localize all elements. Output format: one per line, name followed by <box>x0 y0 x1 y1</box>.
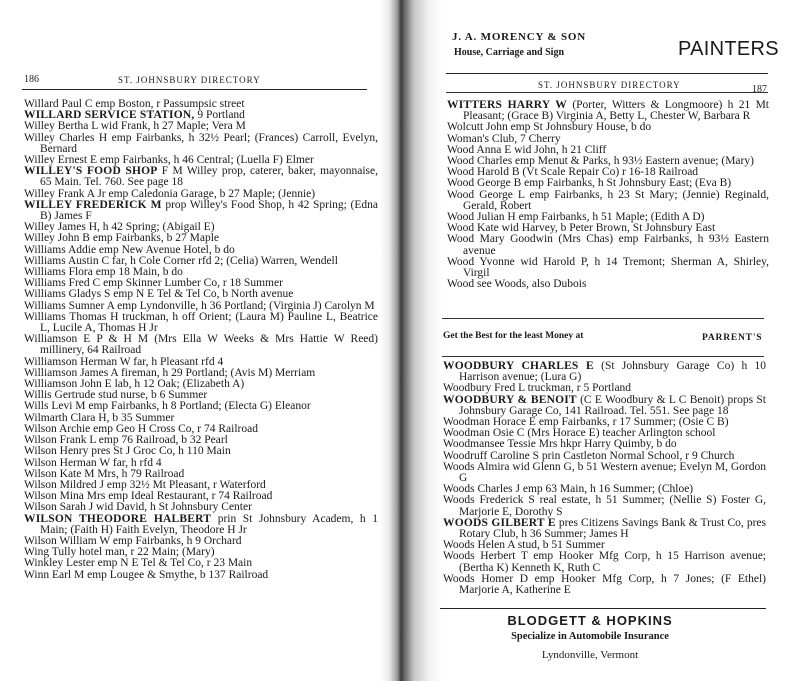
directory-entry <box>447 100 769 122</box>
entry-text: Willey Charles H emp Fairbanks, h 32½ Pearl; (Frances) Carroll, Evelyn, Bernard <box>24 131 378 155</box>
entry-name-bold: WOODBURY & BENOIT <box>443 393 577 406</box>
page-number: 187 <box>752 84 767 95</box>
entry-text: Willey James H, h 42 Spring; (Abigail E) <box>24 221 215 234</box>
entry-text: Woodmansee Tessie Mrs hkpr Harry Quimby, b do <box>443 438 677 451</box>
directory-column <box>447 100 769 290</box>
entry-text: Williams Sumner A emp Lyndonville, h 36 Portland; (Virginia J) Carolyn M <box>24 299 375 312</box>
directory-entry <box>443 551 766 573</box>
ad-trade: PAINTERS <box>678 38 779 60</box>
entry-text: Williamson E P & H M (Mrs Ella W Weeks & Mrs Hattie W Reed) millinery, 64 Railroad <box>24 333 378 357</box>
entry-text: Woods Almira wid Glenn G, b 51 Western avenue; Evelyn M, Gordon G <box>443 460 766 485</box>
entry-text: Willey Ernest E emp Fairbanks, h 46 Central; (Luella F) Elmer <box>24 154 314 167</box>
entry-name-bold: WILLEY FREDERICK M <box>24 198 162 211</box>
entry-text: Woods Frederick S real estate, h 51 Summer; (Nellie S) Foster G, Marjorie E, Dorothy S <box>443 494 766 518</box>
entry-text: Wilmarth Clara H, b 35 Summer <box>24 411 175 424</box>
ad-firm-name: J. A. MORENCY & SON <box>452 31 586 43</box>
entry-text: F M Willey prop, caterer, baker, mayonnaise, 65 Main. Tel. 760. See page 18 <box>40 165 378 189</box>
entry-text: Wood Mary Goodwin (Mrs Chas) emp Fairbanks, h 93½ Eastern avenue <box>447 233 769 257</box>
entry-text: Winn Earl M emp Lougee & Smythe, b 137 Railroad <box>24 568 269 581</box>
entry-name-bold: WITTERS HARRY W <box>447 99 567 111</box>
directory-entry <box>447 279 769 290</box>
page-number: 186 <box>24 74 39 85</box>
entry-text: Williams Fred C emp Skinner Lumber Co, r 18 Summer <box>24 277 283 290</box>
running-head: ST. JOHNSBURY DIRECTORY <box>538 80 681 90</box>
ad-tagline: Specialize in Automobile Insurance <box>511 631 669 642</box>
entry-text: Willey Frank A Jr emp Caledonia Garage, b 27 Maple; (Jennie) <box>24 187 316 200</box>
entry-text: prop Willey's Food Shop, h 42 Spring; (Edna B) James F <box>40 198 379 223</box>
entry-text: Woods Charles J emp 63 Main, h 16 Summer; (Chloe) <box>443 483 694 496</box>
directory-entry <box>443 574 766 596</box>
entry-text: Woods Helen A stud, b 51 Summer <box>443 539 605 552</box>
entry-text: Wood Kate wid Harvey, b Peter Brown, St Johnsbury East <box>447 222 716 235</box>
ad-location: Lyndonville, Vermont <box>541 649 639 661</box>
directory-entry <box>447 190 769 212</box>
entry-text: Williamson John E lab, h 12 Oak; (Elizabeth A) <box>24 378 245 391</box>
entry-text: Wilson Mildred J emp 32½ Mt Pleasant, r Waterford <box>24 478 266 491</box>
ad-rule <box>440 608 766 609</box>
ad-rule <box>446 73 768 74</box>
entry-name-bold: WILSON THEODORE HALBERT <box>24 512 212 525</box>
directory-entry <box>447 257 769 279</box>
header-rule <box>446 92 768 93</box>
entry-text: Wilson Kate M Mrs, h 79 Railroad <box>24 467 185 480</box>
entry-name-bold: WILLARD SERVICE STATION, <box>24 109 195 122</box>
ad-rule <box>442 356 764 357</box>
entry-text: Woodbury Fred L truckman, r 5 Portland <box>443 382 632 395</box>
entry-text: Woodman Osie C (Mrs Horace E) teacher Arlington school <box>443 427 716 440</box>
entry-text: Wilson Mina Mrs emp Ideal Restaurant, r 74 Railroad <box>24 490 273 503</box>
entry-text: Woodman Horace E emp Fairbanks, r 17 Summer; (Osie C B) <box>443 416 729 429</box>
entry-text: Wilson Sarah J wid David, h St Johnsbury Center <box>24 501 252 514</box>
ad-store-name: PARRENT'S <box>702 333 763 343</box>
entry-name-bold: WOODBURY CHARLES E <box>443 360 594 372</box>
entry-text: Willard Paul C emp Boston, r Passumpsic street <box>24 98 245 110</box>
directory-entry <box>443 462 766 484</box>
entry-text: Wood George L emp Fairbanks, h 23 St Mary; (Jennie) Reginald, Gerald, Robert <box>447 188 769 212</box>
entry-text: Wood see Woods, also Dubois <box>447 278 587 291</box>
directory-column <box>24 99 378 581</box>
book-gutter <box>380 0 442 681</box>
header-rule <box>22 89 367 90</box>
directory-entry <box>443 395 766 417</box>
entry-text: Wood Charles emp Menut & Parks, h 93½ Eastern avenue; (Mary) <box>447 155 754 168</box>
ad-slogan: Get the Best for the least Money at <box>443 331 584 341</box>
entry-text: Wilson Herman W far, h rfd 4 <box>24 456 162 469</box>
entry-text: Wills Levi M emp Fairbanks, h 8 Portland; (Electa G) Eleanor <box>24 400 311 413</box>
running-head: ST. JOHNSBURY DIRECTORY <box>118 75 261 85</box>
entry-text: Williams Austin C far, h Cole Corner rfd 2; (Celia) Warren, Wendell <box>24 254 338 267</box>
entry-text: Winkley Lester emp N E Tel & Tel Co, r 23 Main <box>24 557 253 570</box>
directory-entry <box>24 514 378 536</box>
entry-text: Willey Bertha L wid Frank, h 27 Maple; Vera M <box>24 120 246 133</box>
directory-entry <box>24 312 378 334</box>
directory-entry <box>24 133 378 155</box>
ad-firm-name: BLODGETT & HOPKINS <box>507 613 673 628</box>
entry-text: Williams Thomas H truckman, h off Orient; (Laura M) Pauline L, Beatrice L, Lucile A, Thomas H Jr <box>24 310 378 335</box>
entry-text: (C E Woodbury & L C Benoit) props St Johnsbury Garage Co, 141 Railroad. Tel. 551. See page 18 <box>459 393 767 417</box>
entry-text: Wood Julian H emp Fairbanks, h 51 Maple; (Edith A D) <box>447 211 705 224</box>
entry-text: Willis Gertrude stud nurse, b 6 Summer <box>24 389 208 402</box>
entry-text: Wood Yvonne wid Harold P, h 14 Tremont; Sherman A, Shirley, Virgil <box>447 255 769 280</box>
entry-text: Williams Flora emp 18 Main, b do <box>24 266 183 279</box>
ad-rule <box>442 318 764 319</box>
directory-entry <box>443 518 766 540</box>
entry-text: Wilson William W emp Fairbanks, h 9 Orchard <box>24 534 242 547</box>
entry-text: Willey John B emp Fairbanks, b 27 Maple <box>24 232 220 245</box>
entry-text: Wood Anna E wid John, h 21 Cliff <box>447 143 607 156</box>
directory-entry <box>443 361 766 383</box>
entry-text: Wood George B emp Fairbanks, h St Johnsbury East; (Eva B) <box>447 177 732 190</box>
directory-entry <box>447 234 769 256</box>
directory-column <box>443 361 766 596</box>
entry-text: (Porter, Witters & Longmoore) h 21 Mt Pleasant; (Grace B) Virginia A, Betty L, Chester W, Barbara R <box>463 99 769 123</box>
directory-entry <box>24 166 378 188</box>
entry-text: Woods Herbert T emp Hooker Mfg Corp, h 15 Harrison avenue; (Bertha K) Kenneth K, Ruth C <box>443 550 766 574</box>
entry-text: Woman's Club, 7 Cherry <box>447 132 561 145</box>
entry-text: Wolcutt John emp St Johnsbury House, b do <box>447 121 652 134</box>
entry-text: Wilson Frank L emp 76 Railroad, b 32 Pearl <box>24 434 228 447</box>
entry-text: Williams Gladys S emp N E Tel & Tel Co, b North avenue <box>24 288 294 301</box>
entry-text: 9 Portland <box>194 109 245 122</box>
directory-entry <box>24 570 378 581</box>
entry-text: pres Citizens Savings Bank & Trust Co, pres Rotary Club, h 36 Summer; James H <box>459 516 767 541</box>
entry-text: Woodruff Caroline S prin Castleton Normal School, r 9 Church <box>443 449 735 462</box>
entry-text: (St Johnsbury Garage Co) h 10 Harrison avenue; (Lura G) <box>459 360 766 384</box>
entry-text: Williams Addie emp New Avenue Hotel, b do <box>24 243 235 256</box>
entry-text: Woods Homer D emp Hooker Mfg Corp, h 7 Jones; (F Ethel) Marjorie A, Katherine E <box>443 572 766 597</box>
entry-text: Wood Harold B (Vt Scale Repair Co) r 16-18 Railroad <box>447 166 699 179</box>
directory-entry <box>24 334 378 356</box>
entry-text: Williamson Herman W far, h Pleasant rfd 4 <box>24 355 224 368</box>
entry-text: Wing Tully hotel man, r 22 Main; (Mary) <box>24 546 215 559</box>
entry-text: prin St Johnsbury Academ, h 1 Main; (Faith H) Faith Evelyn, Theodore H Jr <box>40 512 378 536</box>
entry-name-bold: WOODS GILBERT E <box>443 516 556 529</box>
directory-entry <box>443 495 766 517</box>
entry-name-bold: WILLEY'S FOOD SHOP <box>24 165 158 178</box>
entry-text: Williamson James A fireman, h 29 Portland; (Avis M) Merriam <box>24 366 316 379</box>
directory-entry <box>24 200 378 222</box>
entry-text: Wilson Archie emp Geo H Cross Co, r 74 Railroad <box>24 422 258 435</box>
ad-tagline: House, Carriage and Sign <box>454 47 565 58</box>
entry-text: Wilson Henry pres St J Groc Co, h 110 Main <box>24 445 231 458</box>
